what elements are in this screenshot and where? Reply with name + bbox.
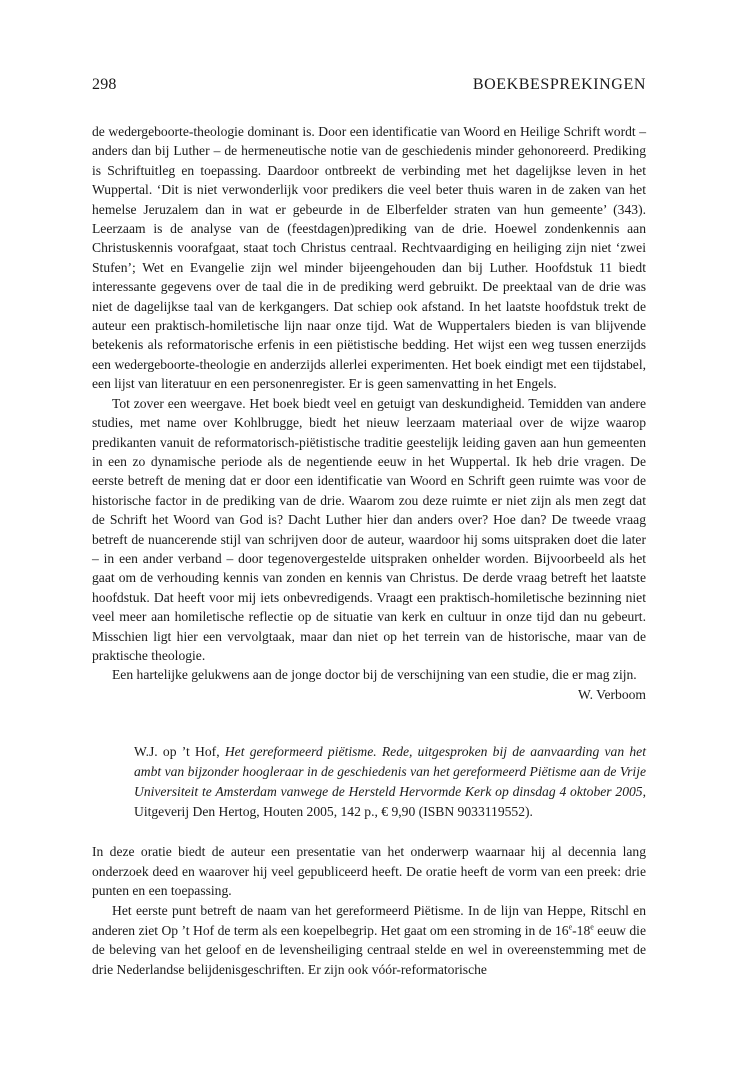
review-2-paragraph-2 bbox=[92, 901, 646, 979]
review-1-body bbox=[92, 122, 646, 704]
reviewer-signature: W. Verboom bbox=[578, 686, 646, 702]
superscript-e-1: e bbox=[568, 922, 573, 932]
review-2-body bbox=[92, 842, 646, 979]
review-1-paragraph-1: de wedergeboorte-theologie dominant is. Door een identificatie van Woord en Heilige Schrift wordt – anders dan bij Luther – de hermeneutische notie van de geschiedenis minder gehonoreerd. Prediking is Schriftuitleg en toepassing. Daardoor ontbreekt de verbinding met het dagelijkse leven in het Wuppertal. ‘Dit is niet verwonderlijk voor predikers die veel beter thuis waren in de zaken van het hemelse Jeruzalem dan in wat er gebeurde in de Elberfelder straten van hun gemeente’ (343). Leerzaam is de analyse van de (feestdagen)prediking van de drie. Hoewel zondenkennis aan Christuskennis voorafgaat, staat toch Christus centraal. Rechtvaardiging en heiliging zijn niet ‘zwei Stufen’; Wet en Evangelie zijn wel minder bijeengehouden dan bij Luther. Hoofdstuk 11 biedt interessante gegevens over de taal die in de prediking werd gebruikt. De preektaal van de drie was niet de dagelijkse taal van de kerkgangers. Dat schiep ook afstand. In het laatste hoofdstuk trekt de auteur een praktisch-homiletische lijn naar onze tijd. Wat de Wuppertalers bieden is van blijvende betekenis als reformatorische erfenis in een piëtistische bedding. Het wijst een weg tussen enerzijds een wedergeboorte-theologie en anderzijds allerlei experimenten. Het boek eindigt met een tijdstabel, een lijst van literatuur en een personenregister. Er is geen samenvatting in het Engels. bbox=[92, 124, 646, 392]
superscript-e-2: e bbox=[590, 922, 594, 932]
review-1-paragraph-3: Een hartelijke gelukwens aan de jonge doctor bij de verschijning van een studie, die er mag zijn. bbox=[112, 667, 637, 683]
running-header bbox=[92, 76, 646, 98]
review-2-paragraph-2-before: Het eerste punt betreft de naam van het gereformeerd Piëtisme. In de lijn van Heppe, Ritschl en anderen ziet Op ’t Hof de term als een koepelbegrip. Het gaat om een stroming in de 16 bbox=[92, 902, 646, 938]
citation-publication: , Uitgeverij Den Hertog, Houten 2005, 142 p., € 9,90 (ISBN 9033119552). bbox=[134, 784, 646, 820]
review-2-paragraph-2-after: eeuw die de beleving van het geloof en de levensheiliging centraal stelde en wel in overeenstemming met de drie Nederlandse belijdenisgeschriften. Er zijn ook vóór-reformatorische bbox=[92, 922, 646, 977]
citation-title: Het gereformeerd piëtisme. Rede, uitgesproken bij de aanvaarding van het ambt van bijzonder hoogleraar in de geschiedenis van het gereformeerd Piëtisme aan de Vrije Universiteit te Amsterdam vanwege de Hersteld Hervormde Kerk op dinsdag 4 oktober 2005 bbox=[134, 744, 646, 800]
page-number: 298 bbox=[92, 76, 117, 93]
citation-comma: , bbox=[216, 744, 225, 760]
review-2-paragraph-1: In deze oratie biedt de auteur een presentatie van het onderwerp waarnaar hij al decennia lang onderzoek deed en waarover hij veel gepubliceerd heeft. De oratie heeft de vorm van een preek: drie punten en een toepassing. bbox=[92, 844, 646, 899]
review-2-paragraph-2-middle: -18 bbox=[572, 922, 591, 938]
page bbox=[92, 76, 646, 979]
running-title: BOEKBESPREKINGEN bbox=[472, 76, 646, 93]
citation-author: W.J. op ’t Hof bbox=[134, 744, 217, 760]
review-1-paragraph-2: Tot zover een weergave. Het boek biedt veel en getuigt van deskundigheid. Temidden van andere studies, met name over Kohlbrugge, biedt het nieuw leerzaam materiaal over de wijze waarop predikanten vanuit de reformatorisch-piëtistische traditie geestelijk leiding gaven aan hun gemeenten in een zo dynamische periode als de negentiende eeuw in het Wuppertal. Ik heb drie vragen. De eerste betreft de mening dat er door een identificatie van Woord en Schrift geen ruimte was voor de historische factor in de prediking van de drie. Waarom zou deze ruimte er niet zijn als men zegt dat de Schrift het Woord van God is? Dacht Luther hier dan anders over? Hoe dan? De tweede vraag betreft de nuancerende stijl van schrijven door de auteur, waardoor hij soms uitspraken doet die later – in een ander verband – door tegenovergestelde uitspraken onhelder worden. Bijvoorbeeld als het gaat om de verhouding kennis van zonden en kennis van Christus. De derde vraag betreft het laatste hoofdstuk. Dat heeft voor mij iets onbevredigends. Vraagt een praktisch-homiletische bezinning niet veel meer aan homiletische reflectie op de situatie van kerk en cultuur in onze tijd dan nu gebeurt. Misschien ligt hier een vervolgtaak, maar dan niet op het terrein van de historische, maar van de praktische theologie. bbox=[92, 395, 646, 663]
review-2-citation bbox=[134, 742, 646, 822]
